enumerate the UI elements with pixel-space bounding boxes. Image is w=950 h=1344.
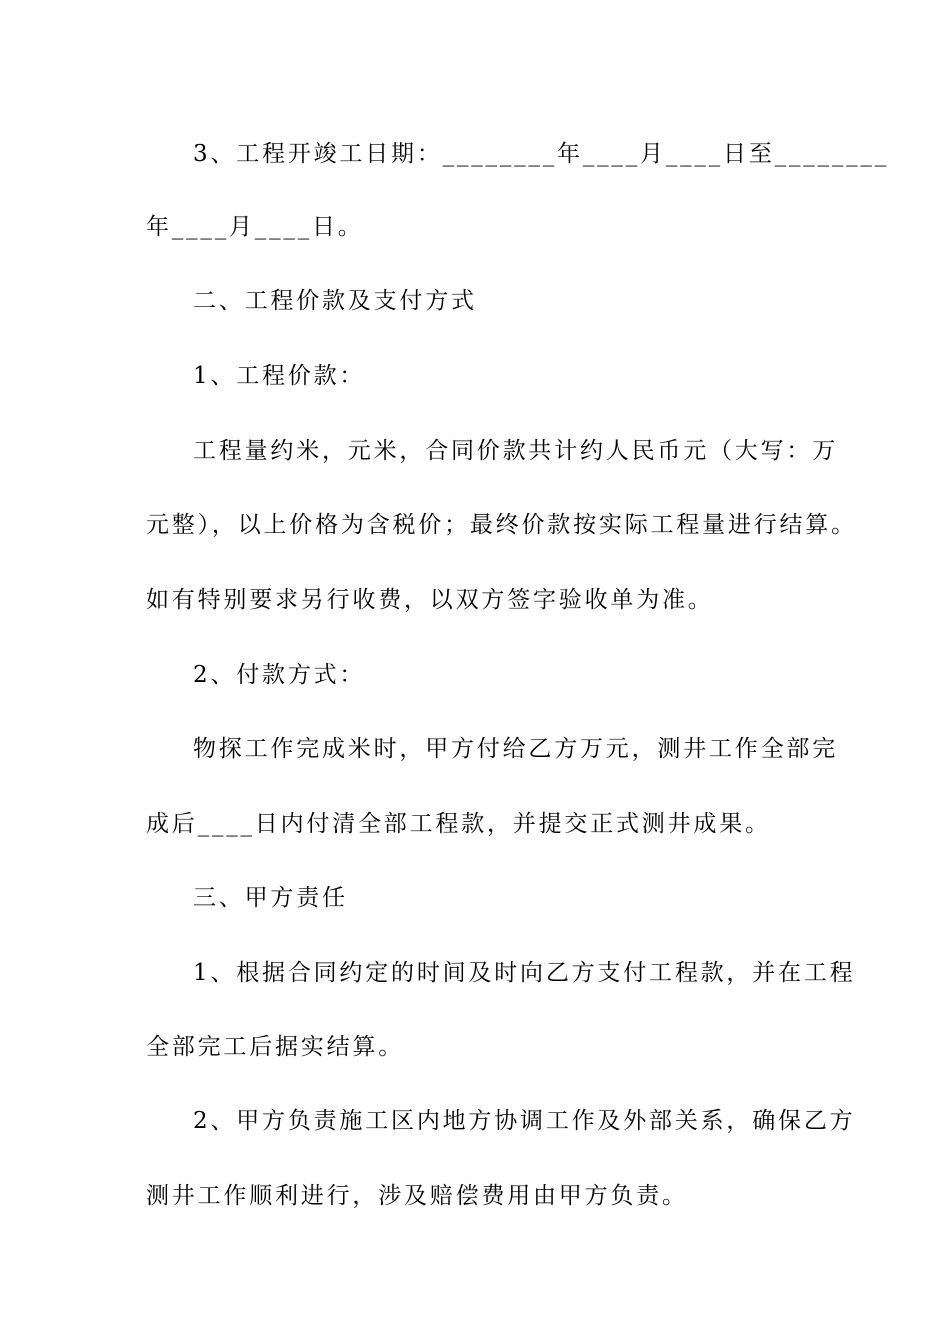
text-line-duty-2b: 测井工作顺利进行，涉及赔偿费用由甲方负责。	[146, 1183, 688, 1209]
text-line-price-3: 如有特别要求另行收费，以双方签字验收单为准。	[146, 587, 714, 613]
text-line-price-1: 工程量约米，元米，合同价款共计约人民币元（大写：万	[193, 438, 838, 464]
text-line-duty-1b: 全部完工后据实结算。	[146, 1034, 404, 1060]
item-heading-payment-method: 2、付款方式：	[193, 662, 366, 688]
text-line-duty-2a: 2、甲方负责施工区内地方协调工作及外部关系，确保乙方	[193, 1108, 856, 1134]
text-line-duty-1a: 1、根据合同约定的时间及时向乙方支付工程款，并在工程	[193, 960, 856, 986]
text-line-payment-2: 成后____日内付清全部工程款，并提交正式测井成果。	[146, 811, 771, 837]
text-line-price-2: 元整），以上价格为含税价；最终价款按实际工程量进行结算。	[146, 512, 857, 538]
text-line-payment-1: 物探工作完成米时，甲方付给乙方万元，测井工作全部完	[193, 736, 838, 762]
section-heading-price-payment: 二、工程价款及支付方式	[193, 288, 477, 314]
item-heading-price: 1、工程价款：	[193, 363, 366, 389]
section-heading-party-a-duties: 三、甲方责任	[193, 885, 348, 911]
text-line-end-date: 年____月____日。	[146, 214, 364, 240]
text-line-start-date: 3、工程开竣工日期：________年____月____日至________	[193, 141, 890, 167]
